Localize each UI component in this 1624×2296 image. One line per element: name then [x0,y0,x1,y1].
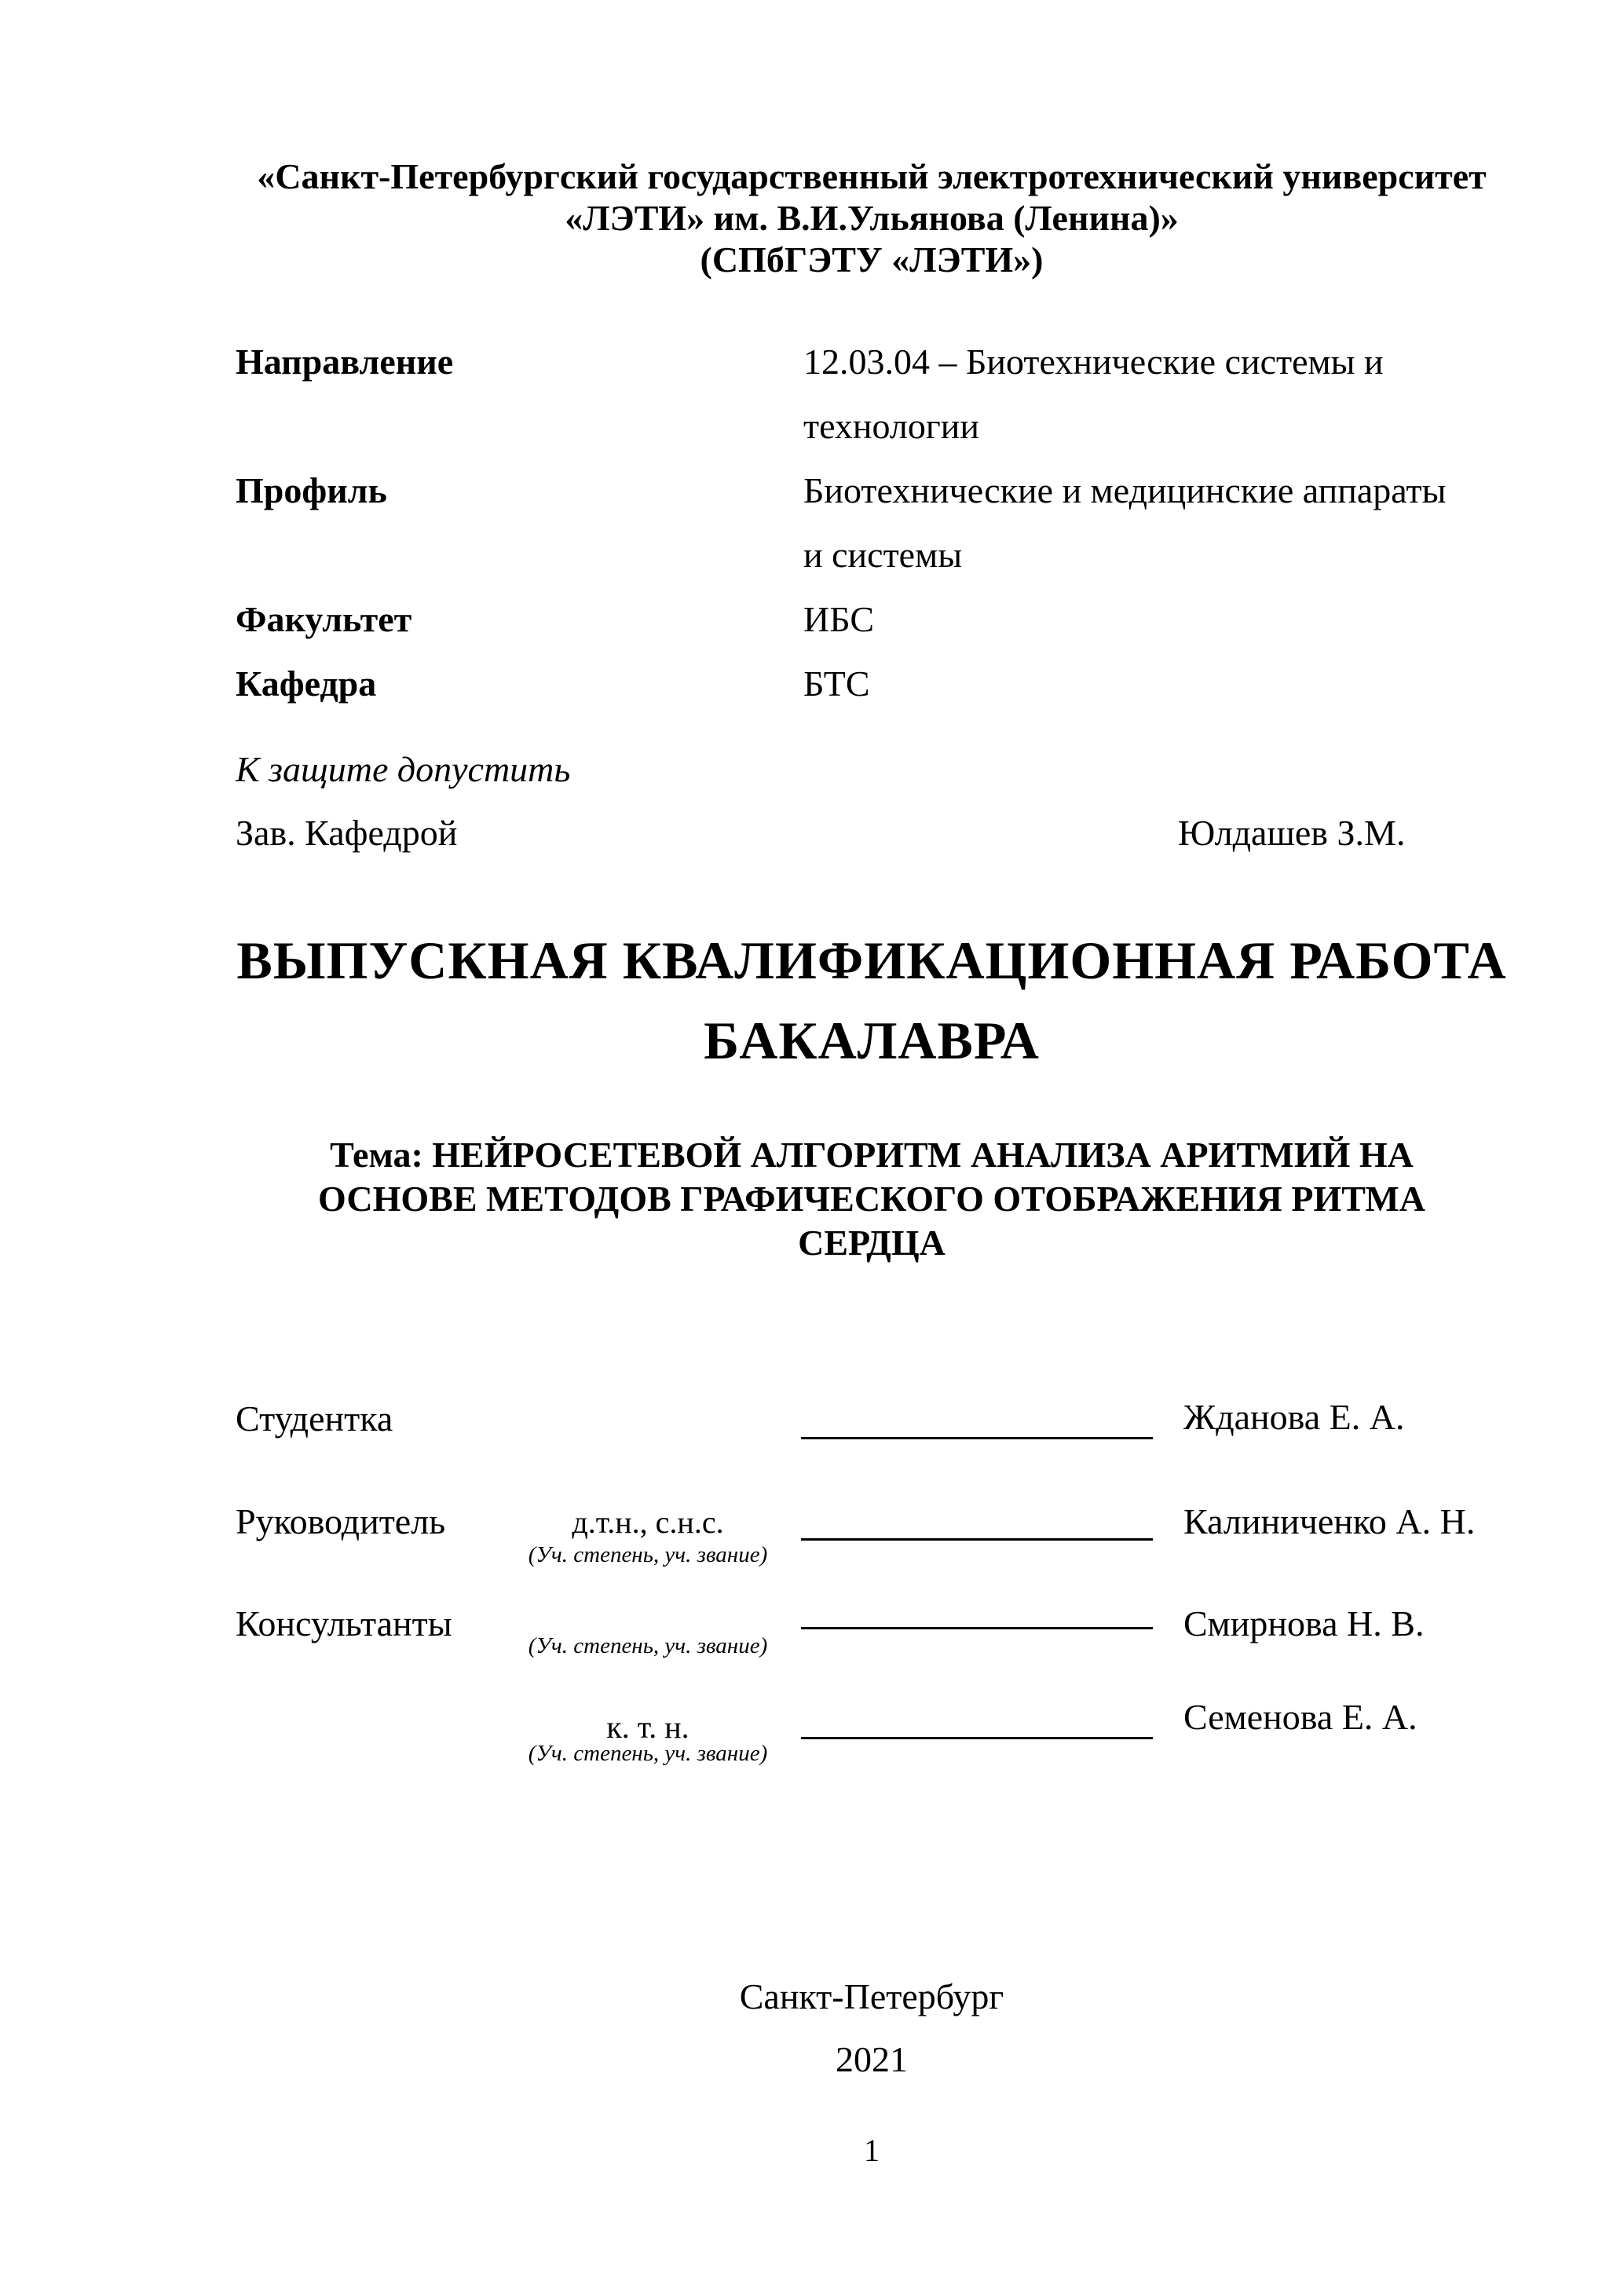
thesis-theme-line3: СЕРДЦА [798,1223,946,1263]
footer-city: Санкт-Петербург [739,1976,1004,2016]
department-head-label: Зав. Кафедрой [236,813,458,853]
info-direction-label: Направление [236,342,454,382]
work-title-line1: ВЫПУСКНАЯ КВАЛИФИКАЦИОННАЯ РАБОТА [236,930,1507,990]
university-name-line2: «ЛЭТИ» им. В.И.Ульянова (Ленина)» [565,198,1179,238]
info-faculty-value: ИБС [803,599,875,639]
signature-supervisor-name: Калиниченко А. Н. [1183,1501,1476,1541]
department-head-name: Юлдашев З.М. [1178,813,1406,853]
university-name-line1: «Санкт-Петербургский государственный электротехнический университет [257,156,1487,196]
admission-note: К защите допустить [236,749,571,789]
info-faculty-label: Факультет [236,599,412,639]
footer-year: 2021 [836,2039,908,2079]
signature-consultant1-degree-note: (Уч. степень, уч. звание) [528,1633,768,1658]
university-header [236,155,1508,280]
thesis-theme [236,1133,1508,1265]
thesis-theme-line1: Тема: НЕЙРОСЕТЕВОЙ АЛГОРИТМ АНАЛИЗА АРИТМИЙ НА [330,1135,1414,1175]
signature-supervisor-degree-note: (Уч. степень, уч. звание) [528,1542,768,1567]
work-title [236,920,1508,1080]
info-department-value: БТС [803,664,870,704]
info-profile-value-line1: Биотехнические и медицинские аппараты [803,470,1447,510]
thesis-theme-line2: ОСНОВЕ МЕТОДОВ ГРАФИЧЕСКОГО ОТОБРАЖЕНИЯ РИТМА [318,1179,1425,1219]
signature-consultant1-line [801,1627,1153,1629]
signature-consultant2-degree: к. т. н. [606,1709,689,1745]
info-profile-label: Профиль [236,470,387,510]
signature-student-name: Жданова Е. А. [1183,1397,1405,1437]
signature-consultant2-degree-note: (Уч. степень, уч. звание) [528,1741,768,1766]
info-direction-value-line2: технологии [803,406,979,446]
signature-consultant1-name: Смирнова Н. В. [1183,1603,1425,1643]
info-department-label: Кафедра [236,664,377,704]
signature-consultant2-name: Семенова Е. А. [1183,1697,1417,1737]
page-number: 1 [864,2133,880,2168]
signature-supervisor-line [801,1538,1153,1541]
signature-supervisor-role: Руководитель [236,1501,446,1541]
info-profile-value-line2: и системы [803,535,963,575]
university-name-line3: (СПбГЭТУ «ЛЭТИ») [700,239,1044,280]
signature-student-role: Студентка [236,1398,393,1439]
work-title-line2: БАКАЛАВРА [704,1011,1040,1070]
info-direction-value-line1: 12.03.04 – Биотехнические системы и [803,342,1384,382]
signature-supervisor-degree: д.т.н., с.н.с. [572,1504,724,1540]
signature-consultant2-line [801,1737,1153,1739]
signature-student-line [801,1437,1153,1439]
signature-consultants-role: Консультанты [236,1603,452,1643]
